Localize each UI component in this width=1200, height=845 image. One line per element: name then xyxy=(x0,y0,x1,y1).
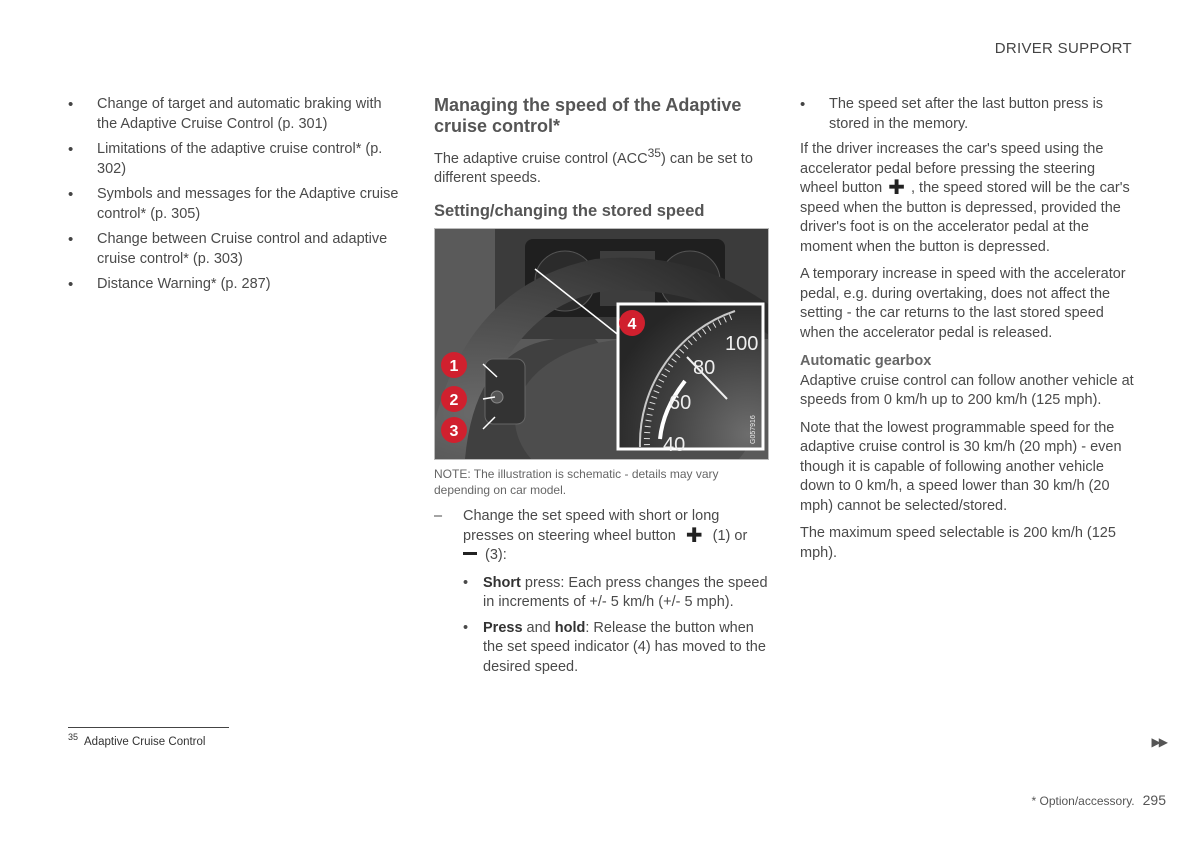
page-footer xyxy=(1031,792,1166,808)
subsection-heading: Automatic gearbox xyxy=(800,353,932,369)
illustration-code: G057916 xyxy=(750,415,757,445)
instruction-text: Change the set speed with short or long presses on steering wheel button xyxy=(463,508,720,544)
list-item: • The speed set after the last button press is stored in the memory. xyxy=(800,95,1135,134)
paragraph: Adaptive cruise control can follow another vehicle at speeds from 0 km/h up to 200 km/h (125 mph). xyxy=(800,372,1134,408)
gauge-label: 80 xyxy=(693,357,716,380)
item-text: : Release the button when the set speed indicator (4) has moved to the desired speed. xyxy=(483,619,766,675)
intro-text-end: ) can be set to different speeds. xyxy=(434,150,753,187)
keyword: Short xyxy=(483,574,521,591)
paragraph-text: , the speed stored will be the car's speed when the button is depressed, provided the driver's foot is on the accelerator pedal at the moment when the button is depressed. xyxy=(800,180,1130,255)
paragraph: The maximum speed selectable is 200 km/h (125 mph). xyxy=(800,525,1116,561)
item-text: and xyxy=(522,619,555,636)
option-note: * Option/accessory. xyxy=(1031,794,1135,808)
callout-number: 1 xyxy=(449,358,459,376)
footnote-number: 35 xyxy=(68,732,79,742)
related-links-column xyxy=(68,95,403,301)
callout-number: 3 xyxy=(449,423,459,441)
paragraph: A temporary increase in speed with the accelerator pedal, e.g. during overtaking, does not affect the setting - the car returns to the last stored speed when the accelerator pedal is released. xyxy=(800,266,1126,341)
footnote-text: Adaptive Cruise Control xyxy=(84,735,206,748)
related-link[interactable]: • Symbols and messages for the Adaptive cruise control* (p. 305) xyxy=(68,185,403,224)
callout-1 xyxy=(441,352,467,378)
section-header: DRIVER SUPPORT xyxy=(994,40,1132,57)
page-number: 295 xyxy=(1142,792,1166,808)
item-text: press: Each press changes the speed in increments of +/- 5 km/h (+/- 5 mph). xyxy=(483,574,768,611)
plus-icon: ✚ xyxy=(685,524,703,547)
footnote-divider xyxy=(68,727,229,728)
keyword: hold xyxy=(554,619,586,636)
related-link[interactable]: • Change between Cruise control and adaptive cruise control* (p. 303) xyxy=(68,230,403,269)
intro-text: The adaptive cruise control (ACC xyxy=(434,150,648,167)
gauge-label: 60 xyxy=(669,392,692,415)
paragraph-text: If the driver increases the car's speed using the accelerator pedal before pressing the steering wheel button xyxy=(800,141,1104,196)
related-link[interactable]: • Limitations of the adaptive cruise control* (p. 302) xyxy=(68,140,403,179)
related-links-list xyxy=(68,95,403,295)
footnote xyxy=(68,732,205,748)
minus-icon xyxy=(463,552,477,555)
list-item xyxy=(463,619,770,678)
footnote-ref[interactable]: 35 xyxy=(647,146,662,160)
intro-paragraph xyxy=(434,144,770,189)
main-column xyxy=(434,95,770,683)
memory-bullet xyxy=(800,95,1135,134)
list-item xyxy=(463,574,770,613)
related-link[interactable]: • Distance Warning* (p. 287) xyxy=(68,275,403,295)
callout-4 xyxy=(619,310,645,336)
gauge-label: 100 xyxy=(725,333,759,356)
instruction-text: (3): xyxy=(485,547,507,564)
subsection-heading: Setting/changing the stored speed xyxy=(434,201,705,220)
instruction-text: (1) or xyxy=(712,527,748,544)
callout-3 xyxy=(441,417,467,443)
press-options-list xyxy=(463,574,770,678)
right-column xyxy=(800,95,1135,571)
button-pad xyxy=(485,359,525,424)
figure-caption: NOTE: The illustration is schematic - details may vary depending on car model. xyxy=(434,467,719,498)
plus-icon: ✚ xyxy=(888,177,905,199)
section-heading: Managing the speed of the Adaptive cruise control* xyxy=(434,95,742,136)
keyword: Press xyxy=(483,619,523,636)
double-chevron-right-icon[interactable]: ▶▶ xyxy=(1151,735,1166,749)
callout-number: 2 xyxy=(449,392,459,410)
steering-wheel-illustration xyxy=(434,228,769,460)
illustration-svg xyxy=(435,229,768,459)
paragraph xyxy=(800,140,1135,257)
related-link[interactable]: • Change of target and automatic braking with the Adaptive Cruise Control (p. 301) xyxy=(68,95,403,134)
callout-2 xyxy=(441,386,467,412)
paragraph: Note that the lowest programmable speed for the adaptive cruise control is 30 km/h (20 mph) - even though it is capable of following another vehicle down to 0 km/h, a speed lower than 30 km/h (20 mph) cannot be selected/stored. xyxy=(800,419,1122,514)
instruction-step xyxy=(434,507,770,566)
callout-number: 4 xyxy=(627,316,637,334)
gauge-label: 40 xyxy=(663,434,686,457)
